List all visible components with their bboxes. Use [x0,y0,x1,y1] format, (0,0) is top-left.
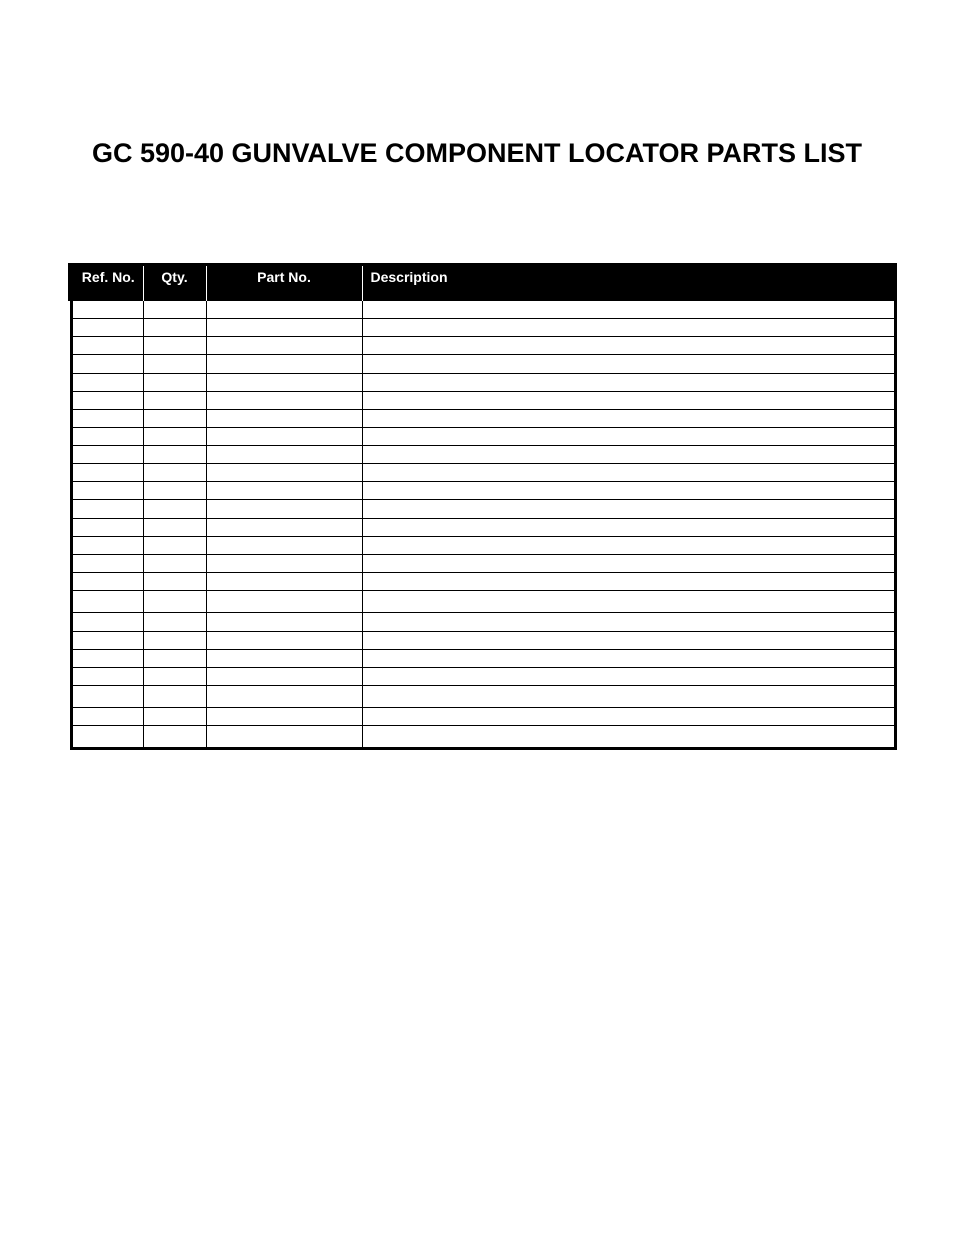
cell-part-no [206,337,362,355]
cell-description [362,409,896,427]
cell-part-no [206,554,362,572]
table-row [71,409,896,427]
table-row [71,355,896,373]
parts-list-table [68,263,897,750]
cell-part-no [206,708,362,726]
cell-ref-no [71,355,143,373]
cell-part-no [206,649,362,667]
table-row [71,667,896,685]
cell-ref-no [71,337,143,355]
cell-qty [143,464,206,482]
cell-qty [143,409,206,427]
cell-part-no [206,319,362,337]
cell-qty [143,554,206,572]
cell-part-no [206,536,362,554]
table-row [71,536,896,554]
cell-part-no [206,572,362,590]
table-body [71,301,896,749]
cell-part-no [206,591,362,613]
cell-description [362,572,896,590]
table-row [71,613,896,631]
cell-ref-no [71,554,143,572]
table-row [71,427,896,445]
cell-ref-no [71,536,143,554]
table-row [71,591,896,613]
cell-qty [143,355,206,373]
cell-ref-no [71,464,143,482]
cell-ref-no [71,667,143,685]
cell-ref-no [71,319,143,337]
cell-description [362,518,896,536]
cell-part-no [206,446,362,464]
cell-qty [143,631,206,649]
cell-qty [143,446,206,464]
cell-qty [143,649,206,667]
cell-part-no [206,427,362,445]
cell-description [362,554,896,572]
table-row [71,391,896,409]
cell-description [362,373,896,391]
header-row [71,265,896,301]
cell-qty [143,482,206,500]
cell-part-no [206,726,362,749]
table-row [71,319,896,337]
cell-qty [143,536,206,554]
cell-ref-no [71,482,143,500]
cell-qty [143,667,206,685]
cell-part-no [206,373,362,391]
cell-qty [143,685,206,707]
cell-description [362,337,896,355]
page-title: GC 590-40 GUNVALVE COMPONENT LOCATOR PARTS LIST [91,138,863,168]
cell-part-no [206,301,362,319]
cell-ref-no [71,591,143,613]
cell-ref-no [71,613,143,631]
cell-qty [143,572,206,590]
header-ref-no: Ref. No. [71,265,143,301]
table-row [71,685,896,707]
cell-description [362,536,896,554]
cell-qty [143,500,206,518]
cell-part-no [206,464,362,482]
table-row [71,301,896,319]
cell-part-no [206,518,362,536]
cell-ref-no [71,708,143,726]
cell-description [362,708,896,726]
cell-qty [143,708,206,726]
header-qty: Qty. [143,265,206,301]
cell-description [362,446,896,464]
cell-ref-no [71,572,143,590]
cell-part-no [206,409,362,427]
cell-ref-no [71,649,143,667]
cell-qty [143,373,206,391]
cell-ref-no [71,685,143,707]
cell-description [362,391,896,409]
cell-description [362,726,896,749]
cell-ref-no [71,446,143,464]
table-row [71,446,896,464]
cell-description [362,355,896,373]
cell-qty [143,391,206,409]
table-row [71,482,896,500]
cell-ref-no [71,427,143,445]
cell-ref-no [71,373,143,391]
table-row [71,631,896,649]
cell-description [362,685,896,707]
cell-qty [143,319,206,337]
table-row [71,649,896,667]
table-row [71,518,896,536]
cell-qty [143,337,206,355]
cell-qty [143,726,206,749]
cell-part-no [206,667,362,685]
cell-description [362,464,896,482]
table-row [71,708,896,726]
table-row [71,464,896,482]
cell-qty [143,518,206,536]
cell-description [362,667,896,685]
cell-description [362,482,896,500]
cell-part-no [206,391,362,409]
cell-qty [143,427,206,445]
cell-part-no [206,685,362,707]
cell-ref-no [71,301,143,319]
cell-qty [143,301,206,319]
table-row [71,726,896,749]
cell-part-no [206,482,362,500]
cell-description [362,427,896,445]
cell-description [362,301,896,319]
header-description: Description [362,265,896,301]
table-row [71,337,896,355]
cell-qty [143,591,206,613]
cell-qty [143,613,206,631]
table-row [71,500,896,518]
header-part-no: Part No. [206,265,362,301]
cell-description [362,591,896,613]
cell-part-no [206,355,362,373]
cell-part-no [206,613,362,631]
table-header [71,265,896,301]
cell-ref-no [71,518,143,536]
cell-description [362,631,896,649]
cell-description [362,319,896,337]
cell-ref-no [71,631,143,649]
table-row [71,554,896,572]
cell-description [362,613,896,631]
cell-ref-no [71,391,143,409]
cell-ref-no [71,500,143,518]
table-row [71,373,896,391]
cell-ref-no [71,726,143,749]
cell-description [362,649,896,667]
table-row [71,572,896,590]
cell-part-no [206,631,362,649]
cell-part-no [206,500,362,518]
cell-description [362,500,896,518]
cell-ref-no [71,409,143,427]
